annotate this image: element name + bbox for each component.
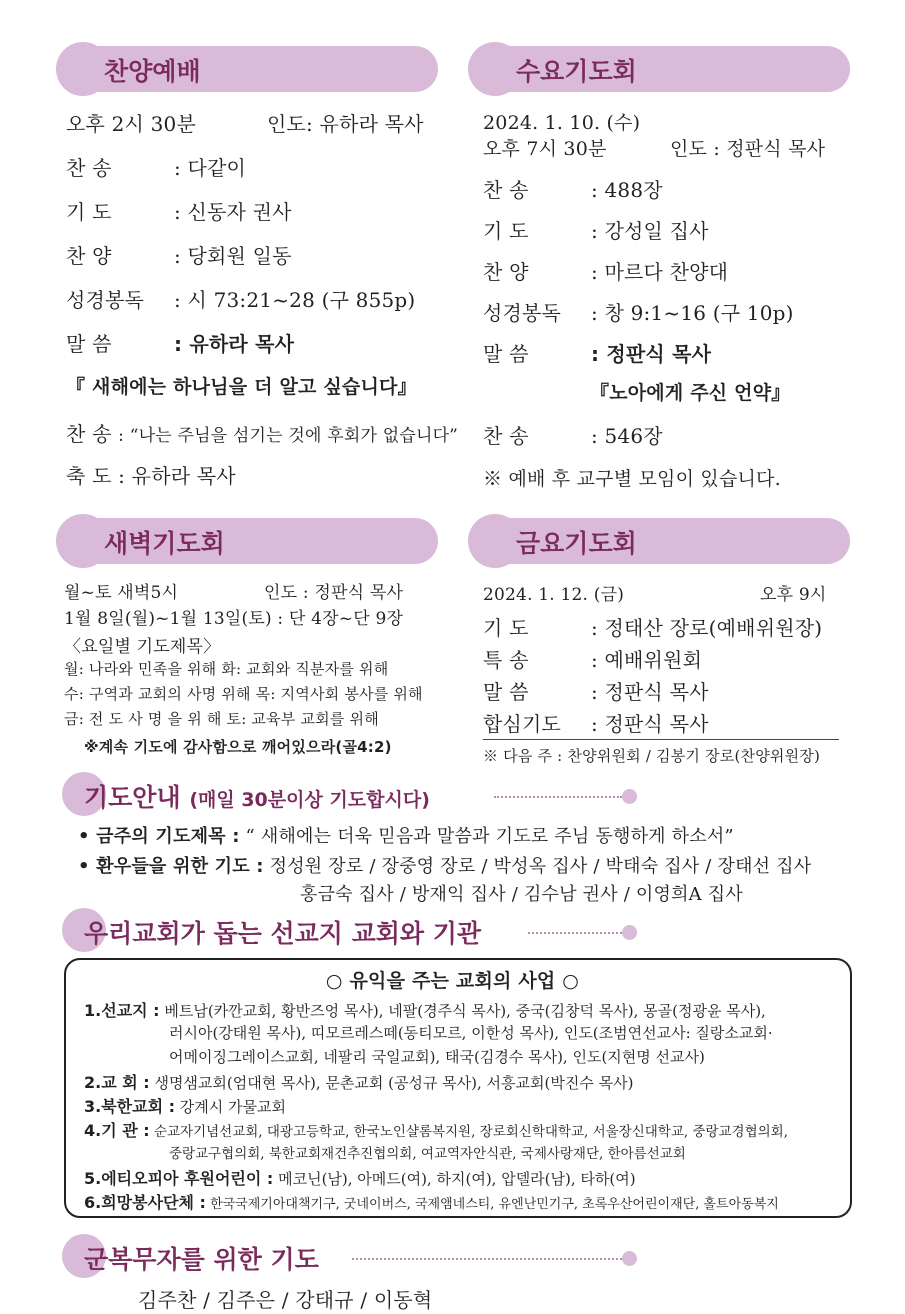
dawn-topic-row3: 금: 전 도 사 명 을 위 해 토: 교육부 교회를 위해	[64, 710, 379, 728]
sunday-sermon: 말 씀 : 유하라 목사	[66, 332, 295, 356]
dawn-verse: ※계속 기도에 감사함으로 깨어있으라(골4:2)	[84, 738, 392, 756]
dawn-title: 새벽기도회	[104, 529, 225, 558]
missions-box-title: ○ 유익을 주는 교회의 사업 ○	[325, 970, 580, 992]
sunday-hymn2: 찬 송 : “나는 주님을 섬기는 것에 후회가 없습니다”	[66, 422, 459, 446]
mission-1: 1.선교지 : 베트남(카깐교회, 황반즈엉 목사), 네팔(경주식 목사), 중국(김창덕 목사), 몽골(정광윤 목사),	[84, 1001, 766, 1020]
wednesday-praise: 찬 양 : 마르다 찬양대	[483, 260, 729, 284]
friday-next: ※ 다음 주 : 찬양위원회 / 김봉기 장로(찬양위원장)	[483, 747, 821, 765]
friday-closing: 합심기도 : 정판식 목사	[483, 712, 709, 736]
mission-1-line3: 어메이징그레이스교회, 네팔리 국일교회), 태국(김경수 목사), 인도(지현명 선교사)	[169, 1048, 705, 1066]
friday-date: 2024. 1. 12. (금)	[483, 585, 625, 605]
wednesday-leader: 인도 : 정판식 목사	[670, 138, 826, 160]
dawn-banner	[64, 518, 438, 564]
mission-1-line2: 러시아(강태원 목사), 띠모르레스떼(동티모르, 이한성 목사), 인도(조범연선교사: 질랑소교회·	[169, 1024, 773, 1042]
friday-divider	[483, 739, 839, 740]
wednesday-note: ※ 예배 후 교구별 모임이 있습니다.	[483, 468, 781, 490]
friday-special: 특 송 : 예배위원회	[483, 648, 703, 672]
wednesday-sermon: 말 씀 : 정판식 목사	[483, 342, 712, 366]
dawn-topic-row2: 수: 구역과 교회의 사명 위해 목: 지역사회 봉사를 위해	[64, 685, 423, 703]
dawn-leader: 인도 : 정판식 목사	[264, 583, 404, 603]
prayer-guide-dot-end	[622, 789, 637, 804]
military-heading: 군복무자를 위한 기도	[84, 1245, 319, 1274]
mission-5: 5.에티오피아 후원어린이 : 메코닌(남), 아메드(여), 하지(여), 압델라(남), 타하(여)	[84, 1169, 636, 1188]
sunday-sermon-title: 『 새해에는 하나님을 더 알고 싶습니다』	[66, 376, 417, 398]
wednesday-prayer: 기 도 : 강성일 집사	[483, 219, 709, 243]
wednesday-hymn2: 찬 송 : 546장	[483, 424, 663, 448]
missions-dot-end	[622, 925, 637, 940]
mission-3: 3.북한교회 : 강계시 가물교회	[84, 1097, 286, 1116]
military-names: 김주찬 / 김주은 / 강태규 / 이동혁	[138, 1288, 433, 1312]
wednesday-sermon-title: 『노아에게 주신 언약』	[590, 382, 791, 404]
wednesday-date: 2024. 1. 10. (수)	[483, 112, 641, 134]
wednesday-banner	[476, 46, 850, 92]
mission-6: 6.희망봉사단체 : 한국국제기아대책기구, 굿네이버스, 국제앰네스티, 유엔난민기구, 초록우산어린이재단, 홀트아동복지	[84, 1193, 779, 1212]
sunday-praise: 찬 양 : 당회원 일동	[66, 244, 292, 268]
wednesday-title: 수요기도회	[516, 57, 637, 86]
military-dot-end	[622, 1251, 637, 1266]
prayer-guide-dots	[494, 796, 622, 798]
sunday-title: 찬양예배	[104, 57, 201, 86]
dawn-schedule: 월~토 새벽5시	[64, 583, 179, 603]
dawn-range: 1월 8일(월)~1월 13일(토) : 단 4장~단 9장	[64, 609, 404, 629]
missions-heading: 우리교회가 돕는 선교지 교회와 기관	[84, 919, 482, 948]
wednesday-time: 오후 7시 30분	[483, 138, 607, 160]
mission-2: 2.교 회 : 생명샘교회(엄대현 목사), 문촌교회 (공성규 목사), 서흥교회(박진수 목사)	[84, 1073, 634, 1092]
sunday-scripture: 성경봉독 : 시 73:21~28 (구 855p)	[66, 288, 416, 312]
prayer-guide-heading: 기도안내 (매일 30분이상 기도합시다)	[84, 783, 430, 812]
military-dots	[352, 1258, 622, 1260]
prayer-topic: • 금주의 기도제목 : “ 새해에는 더욱 믿음과 말씀과 기도로 주님 동행하게 하소서”	[78, 826, 734, 847]
missions-dots	[528, 932, 622, 934]
friday-prayer: 기 도 : 정태산 장로(예배위원장)	[483, 616, 823, 640]
sunday-benediction: 축 도 : 유하라 목사	[66, 464, 236, 488]
friday-sermon: 말 씀 : 정판식 목사	[483, 680, 709, 704]
wednesday-scripture: 성경봉독 : 창 9:1~16 (구 10p)	[483, 301, 794, 325]
sunday-time: 오후 2시 30분	[66, 112, 196, 136]
friday-title: 금요기도회	[516, 529, 637, 558]
wednesday-hymn: 찬 송 : 488장	[483, 178, 663, 202]
prayer-patients: • 환우들을 위한 기도 : 정성원 장로 / 장중영 장로 / 박성옥 집사 / 박태숙 집사 / 장태선 집사	[78, 856, 812, 877]
sunday-banner	[64, 46, 438, 92]
friday-banner	[476, 518, 850, 564]
mission-4: 4.기 관 : 순교자기념선교회, 대광고등학교, 한국노인샬롬복지원, 장로회신학대학교, 서울장신대학교, 중랑교경협의회,	[84, 1121, 789, 1140]
prayer-patients-cont: 홍금숙 집사 / 방재익 집사 / 김수남 권사 / 이영희A 집사	[300, 884, 743, 905]
friday-time: 오후 9시	[760, 585, 827, 605]
sunday-prayer: 기 도 : 신동자 권사	[66, 200, 292, 224]
sunday-leader: 인도: 유하라 목사	[267, 112, 424, 136]
mission-4-line2: 중랑교구협의회, 북한교회재건추진협의회, 여교역자안식관, 국제사랑재단, 한아름선교회	[169, 1146, 686, 1162]
sunday-hymn: 찬 송 : 다같이	[66, 156, 247, 180]
dawn-topic-row1: 월: 나라와 민족을 위해 화: 교회와 직분자를 위해	[64, 660, 389, 678]
dawn-topics-header: 〈요일별 기도제목〉	[64, 637, 221, 657]
